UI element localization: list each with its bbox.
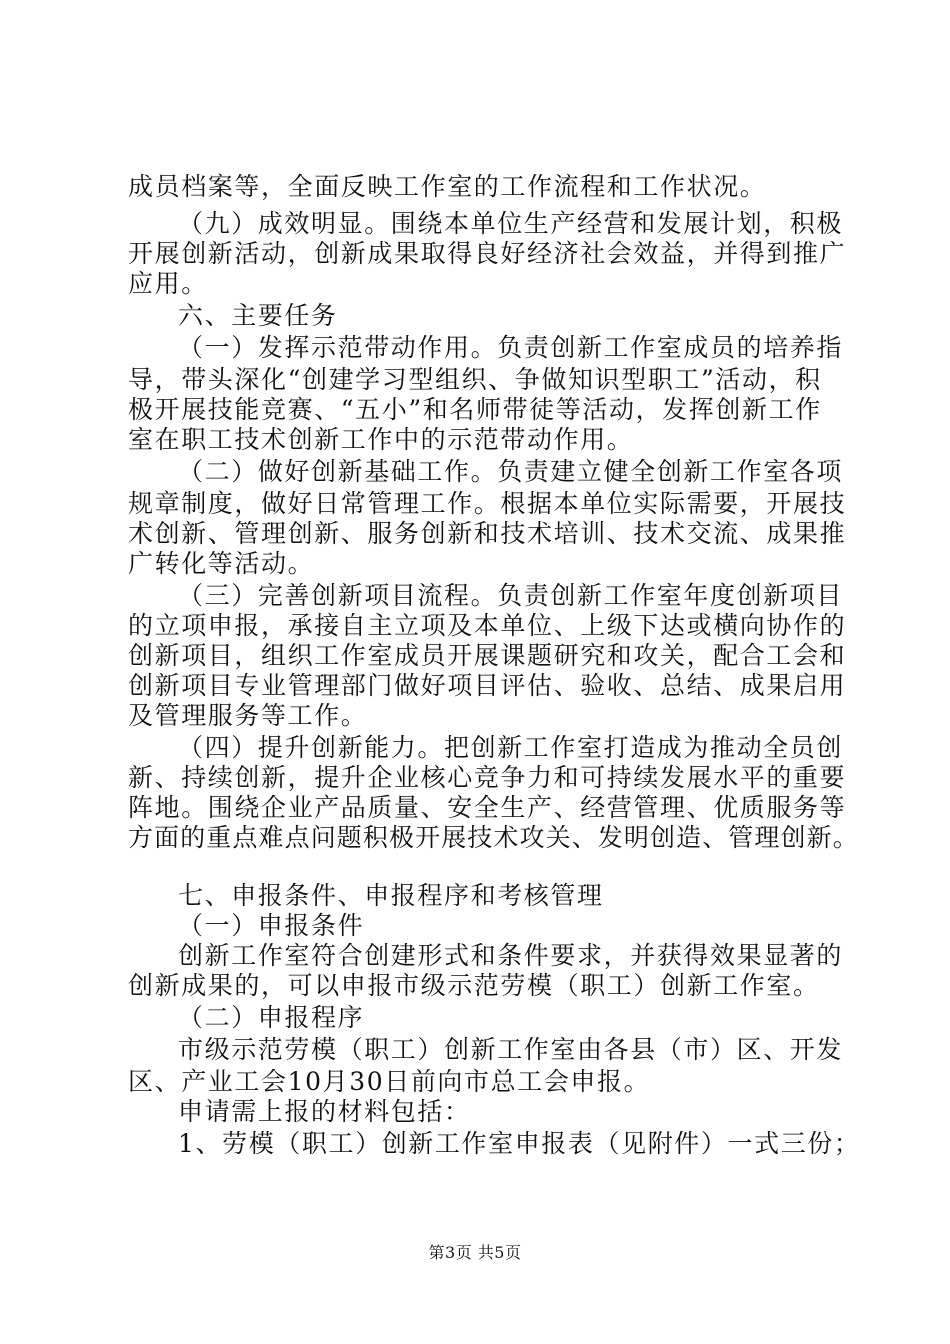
text-line-30: 申请需上报的材料包括： bbox=[178, 1097, 471, 1126]
text-line-14: （三）完善创新项目流程。负责创新工作室年度创新项目 bbox=[178, 581, 844, 610]
text-line-10: （二）做好创新基础工作。负责建立健全创新工作室各项 bbox=[178, 457, 844, 486]
text-line-17: 创新项目专业管理部门做好项目评估、验收、总结、成果启用 bbox=[128, 671, 847, 700]
text-line-8: 极开展技能竞赛、“五小”和名师带徒等活动，发挥创新工作 bbox=[128, 395, 822, 424]
text-line-2: （九）成效明显。围绕本单位生产经营和发展计划，积极 bbox=[178, 209, 844, 238]
text-line-21: 阵地。围绕企业产品质量、安全生产、经营管理、优质服务等 bbox=[128, 793, 847, 822]
text-line-1: 成员档案等，全面反映工作室的工作流程和工作状况。 bbox=[128, 172, 767, 201]
text-line-19: （四）提升创新能力。把创新工作室打造成为推动全员创 bbox=[178, 733, 844, 762]
text-line-25: 创新工作室符合创建形式和条件要求，并获得效果显著的 bbox=[178, 941, 844, 970]
text-line-18: 及管理服务等工作。 bbox=[128, 701, 368, 730]
section-heading-6: 六、主要任务 bbox=[178, 301, 338, 330]
text-line-6: （一）发挥示范带动作用。负责创新工作室成员的培养指 bbox=[178, 333, 844, 362]
subheading-application-procedure: （二）申报程序 bbox=[178, 1003, 365, 1032]
text-line-12: 术创新、管理创新、服务创新和技术培训、技术交流、成果推 bbox=[128, 519, 847, 548]
text-line-3: 开展创新活动，创新成果取得良好经济社会效益，并得到推广 bbox=[128, 239, 847, 268]
text-line-7: 导，带头深化“创建学习型组织、争做知识型职工”活动，积 bbox=[128, 365, 822, 394]
text-line-28: 市级示范劳模（职工）创新工作室由各县（市）区、开发 bbox=[178, 1035, 844, 1064]
text-line-29: 区、产业工会10月30日前向市总工会申报。 bbox=[128, 1067, 651, 1096]
text-line-4: 应用。 bbox=[128, 269, 208, 298]
text-line-13: 广转化等活动。 bbox=[128, 549, 315, 578]
text-line-9: 室在职工技术创新工作中的示范带动作用。 bbox=[128, 425, 634, 454]
page-number-footer: 第3页 共5页 bbox=[428, 1243, 522, 1262]
text-line-15: 的立项申报，承接自主立项及本单位、上级下达或横向协作的 bbox=[128, 611, 847, 640]
text-line-26: 创新成果的，可以申报市级示范劳模（职工）创新工作室。 bbox=[128, 971, 820, 1000]
text-line-31: 1、劳模（职工）创新工作室申报表（见附件）一式三份； bbox=[178, 1129, 861, 1158]
section-heading-7: 七、申报条件、申报程序和考核管理 bbox=[178, 881, 604, 910]
text-line-22: 方面的重点难点问题积极开展技术攻关、发明创造、管理创新。 bbox=[128, 823, 859, 852]
subheading-application-conditions: （一）申报条件 bbox=[178, 911, 365, 940]
text-line-11: 规章制度，做好日常管理工作。根据本单位实际需要，开展技 bbox=[128, 489, 847, 518]
text-line-20: 新、持续创新，提升企业核心竞争力和可持续发展水平的重要 bbox=[128, 763, 847, 792]
text-line-16: 创新项目，组织工作室成员开展课题研究和攻关，配合工会和 bbox=[128, 641, 847, 670]
